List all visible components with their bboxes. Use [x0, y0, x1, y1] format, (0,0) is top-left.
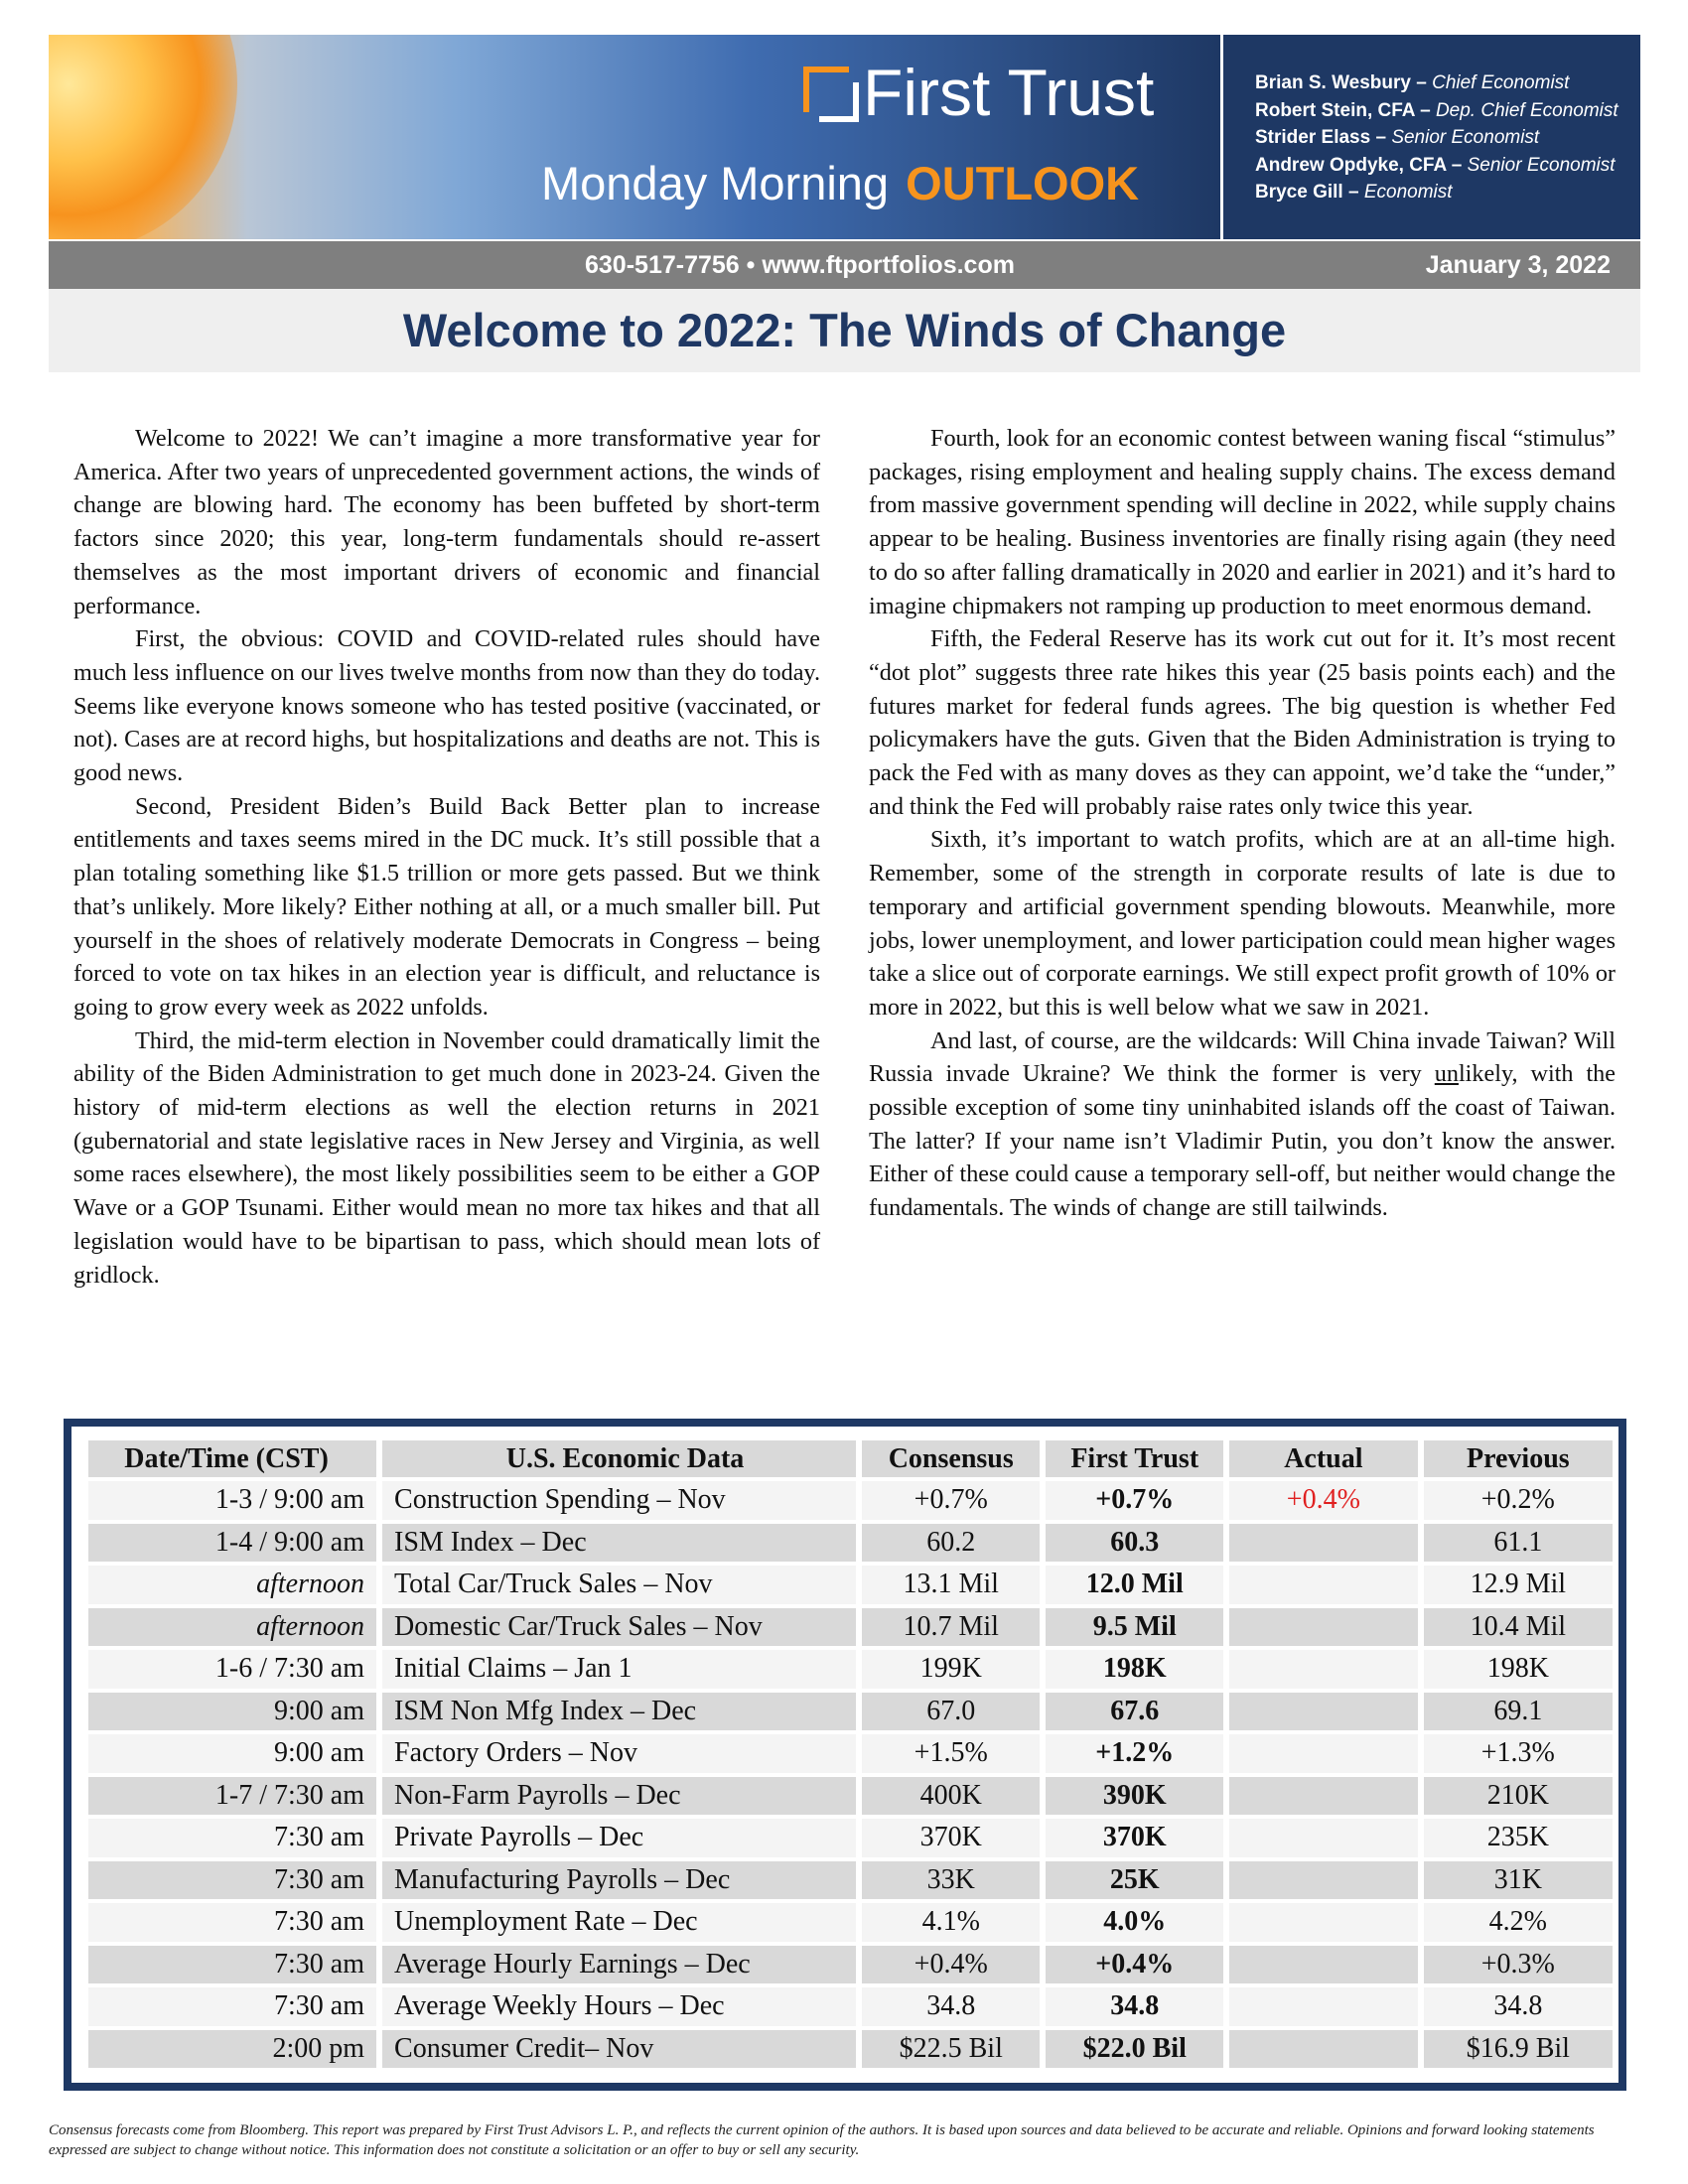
cell-first-trust: 12.0 Mil [1046, 1566, 1223, 1608]
cell-actual [1229, 1777, 1418, 1820]
staff-row [1255, 97, 1682, 125]
cell-date-time: afternoon [88, 1608, 376, 1651]
cell-first-trust: 198K [1046, 1650, 1223, 1693]
cell-previous: 198K [1424, 1650, 1613, 1693]
cell-consensus: 67.0 [862, 1693, 1040, 1735]
staff-role: Chief Economist [1432, 72, 1570, 93]
cell-date-time: 9:00 am [88, 1734, 376, 1777]
cell-consensus: 4.1% [862, 1903, 1040, 1946]
cell-date-time: 7:30 am [88, 1903, 376, 1946]
staff-name: Robert Stein, CFA – [1255, 99, 1431, 121]
staff-row [1255, 69, 1682, 97]
banner-divider [1220, 35, 1223, 239]
cell-actual [1229, 1946, 1418, 1988]
cell-indicator: Construction Spending – Nov [382, 1481, 856, 1524]
cell-actual [1229, 2030, 1418, 2073]
table-row [88, 2030, 1613, 2073]
cell-previous: $16.9 Bil [1424, 2030, 1613, 2073]
cell-indicator: Consumer Credit– Nov [382, 2030, 856, 2073]
cell-date-time: afternoon [88, 1566, 376, 1608]
table-row [88, 1987, 1613, 2030]
cell-previous: +1.3% [1424, 1734, 1613, 1777]
staff-name: Brian S. Wesbury – [1255, 72, 1427, 93]
publication-highlight: OUTLOOK [906, 157, 1140, 209]
cell-first-trust: +0.7% [1046, 1481, 1223, 1524]
article-paragraph: Second, President Biden’s Build Back Better plan to increase entitlements and taxes seems mired in the DC muck. It’s still possible that a plan totaling something like $1.5 trillion or more gets passed. But we think that’s unlikely. More likely? Either nothing at all, or a much smaller bill. Put yourself in the shoes of relatively moderate Democrats in Congress – being forced to vote on tax hikes in an election year is difficult, and reluctance is going to grow every week as 2022 unfolds. [73, 792, 820, 1021]
cell-indicator: Manufacturing Payrolls – Dec [382, 1861, 856, 1904]
publication-title [541, 154, 1139, 213]
text-run: And last, of course, are the wildcards: Will China invade Taiwan? Will Russia invade Ukraine? We think the former is very [869, 1026, 1616, 1088]
table-row [88, 1946, 1613, 1988]
headline: Welcome to 2022: The Winds of Change [402, 304, 1287, 356]
cell-actual: +0.4% [1229, 1481, 1418, 1524]
article-column-right [869, 422, 1616, 1225]
masthead-banner [49, 35, 1640, 239]
article-paragraph: Fifth, the Federal Reserve has its work cut out for it. It’s most recent “dot plot” suggests three rate hikes this year (25 basis points each) and the futures market for federal funds agrees. The big question is whether Fed policymakers have the guts. Given that the Biden Administration is trying to pack the Fed with as many doves as they can appoint, we’d take the “under,” and think the Fed will probably raise rates only twice this year. [869, 625, 1616, 820]
staff-role: Senior Economist [1467, 154, 1616, 176]
staff-row [1255, 124, 1682, 152]
cell-first-trust: +0.4% [1046, 1946, 1223, 1988]
cell-actual [1229, 1566, 1418, 1608]
issue-date: January 3, 2022 [1425, 251, 1611, 279]
cell-actual [1229, 1903, 1418, 1946]
table-row [88, 1819, 1613, 1861]
cell-previous: +0.3% [1424, 1946, 1613, 1988]
staff-row [1255, 179, 1682, 206]
cell-previous: +0.2% [1424, 1481, 1613, 1524]
cell-consensus: $22.5 Bil [862, 2030, 1040, 2073]
cell-previous: 31K [1424, 1861, 1613, 1904]
cell-date-time: 1-6 / 7:30 am [88, 1650, 376, 1693]
cell-indicator: Average Weekly Hours – Dec [382, 1987, 856, 2030]
cell-date-time: 1-3 / 9:00 am [88, 1481, 376, 1524]
table-row [88, 1903, 1613, 1946]
cell-actual [1229, 1734, 1418, 1777]
economic-data-table-frame [64, 1419, 1626, 2091]
cell-previous: 10.4 Mil [1424, 1608, 1613, 1651]
cell-date-time: 7:30 am [88, 1819, 376, 1861]
cell-date-time: 1-7 / 7:30 am [88, 1777, 376, 1820]
table-row [88, 1608, 1613, 1651]
cell-previous: 210K [1424, 1777, 1613, 1820]
table-row [88, 1566, 1613, 1608]
cell-date-time: 2:00 pm [88, 2030, 376, 2073]
brand-logo [803, 56, 1220, 129]
table-header-row [88, 1440, 1613, 1481]
cell-previous: 34.8 [1424, 1987, 1613, 2030]
cell-first-trust: 25K [1046, 1861, 1223, 1904]
cell-indicator: Factory Orders – Nov [382, 1734, 856, 1777]
cell-indicator: ISM Non Mfg Index – Dec [382, 1693, 856, 1735]
cell-first-trust: 370K [1046, 1819, 1223, 1861]
underlined-text: un [1434, 1060, 1459, 1088]
header-first-trust: First Trust [1046, 1440, 1223, 1481]
disclaimer: Consensus forecasts come from Bloomberg. This report was prepared by First Trust Advisors L. P., and reflects the current opinion of the authors. It is based upon sources and data believed to be accurate and reliable. Opinions and forward looking statements expressed are subject to change without notice. This information does not constitute a solicitation or an offer to buy or sell any security. [49, 2122, 1595, 2158]
cell-actual [1229, 1987, 1418, 2030]
cell-indicator: Private Payrolls – Dec [382, 1819, 856, 1861]
cell-consensus: +0.7% [862, 1481, 1040, 1524]
staff-role: Senior Economist [1391, 127, 1540, 148]
cell-consensus: 370K [862, 1819, 1040, 1861]
staff-row [1255, 152, 1682, 180]
cell-indicator: Initial Claims – Jan 1 [382, 1650, 856, 1693]
header-date-time: Date/Time (CST) [88, 1440, 376, 1481]
cell-consensus: 33K [862, 1861, 1040, 1904]
brand-name: First Trust [863, 56, 1155, 129]
cell-consensus: 199K [862, 1650, 1040, 1693]
article-paragraph: Fourth, look for an economic contest between waning fiscal “stimulus” packages, rising employment and healing supply chains. The excess demand from massive government spending will decline in 2022, while supply chains appear to be healing. Business inventories are finally rising again (they need to do so after falling dramatically in 2020 and earlier in 2021) and it’s hard to imagine chipmakers not ramping up production to meet enormous demand. [869, 425, 1616, 619]
cell-consensus: 60.2 [862, 1524, 1040, 1567]
cell-first-trust: 9.5 Mil [1046, 1608, 1223, 1651]
table-body [88, 1481, 1613, 2072]
cell-indicator: Average Hourly Earnings – Dec [382, 1946, 856, 1988]
cell-date-time: 7:30 am [88, 1861, 376, 1904]
cell-actual [1229, 1693, 1418, 1735]
cell-date-time: 7:30 am [88, 1987, 376, 2030]
cell-previous: 235K [1424, 1819, 1613, 1861]
cell-previous: 69.1 [1424, 1693, 1613, 1735]
table-row [88, 1777, 1613, 1820]
cell-previous: 61.1 [1424, 1524, 1613, 1567]
headline-bar [49, 289, 1640, 372]
cell-first-trust: +1.2% [1046, 1734, 1223, 1777]
cell-first-trust: 60.3 [1046, 1524, 1223, 1567]
table-row [88, 1524, 1613, 1567]
contact-info: 630-517-7756 • www.ftportfolios.com [585, 251, 1015, 279]
header-previous: Previous [1424, 1440, 1613, 1481]
cell-actual [1229, 1650, 1418, 1693]
table-row [88, 1650, 1613, 1693]
cell-actual [1229, 1524, 1418, 1567]
staff-name: Andrew Opdyke, CFA – [1255, 154, 1463, 176]
header-indicator: U.S. Economic Data [382, 1440, 856, 1481]
staff-role: Dep. Chief Economist [1435, 99, 1618, 121]
cell-previous: 4.2% [1424, 1903, 1613, 1946]
article-paragraph: Third, the mid-term election in November could dramatically limit the ability of the Biden Administration to get much done in 2023-24. Given the history of mid-term elections as well the election returns in 2021 (gubernatorial and state legislative races in New Jersey and Virginia, as well some races elsewhere), the most likely possibilities seem to be either a GOP Wave or a GOP Tsunami. Either would mean no more tax hikes and that all legislation would have to be bipartisan to pass, which should mean lots of gridlock. [73, 1026, 820, 1289]
first-trust-logo-icon [803, 67, 849, 112]
cell-first-trust: 4.0% [1046, 1903, 1223, 1946]
article-paragraph: Sixth, it’s important to watch profits, which are at an all-time high. Remember, some of the strength in corporate results of late is due to temporary and artificial government spending blowouts. Meanwhile, more jobs, lower unemployment, and lower participation could mean higher wages take a slice out of corporate earnings. We still expect profit growth of 10% or more in 2022, but this is well below what we saw in 2021. [869, 826, 1616, 1021]
header-consensus: Consensus [862, 1440, 1040, 1481]
staff-role: Economist [1363, 182, 1453, 203]
publication-prefix: Monday Morning [541, 157, 890, 209]
cell-indicator: Unemployment Rate – Dec [382, 1903, 856, 1946]
article-paragraph-last [869, 1024, 1616, 1225]
banner-artwork [49, 35, 1220, 239]
cell-indicator: Total Car/Truck Sales – Nov [382, 1566, 856, 1608]
cell-consensus: +0.4% [862, 1946, 1040, 1988]
cell-actual [1229, 1861, 1418, 1904]
cell-actual [1229, 1819, 1418, 1861]
cell-date-time: 7:30 am [88, 1946, 376, 1988]
cell-indicator: Non-Farm Payrolls – Dec [382, 1777, 856, 1820]
article-column-left [73, 422, 820, 1292]
article-paragraph: Welcome to 2022! We can’t imagine a more transformative year for America. After two years of unprecedented government actions, the winds of change are blowing hard. The economy has been buffeted by short-term factors since 2020; this year, long-term fundamentals should re-assert themselves as the most important drivers of economic and financial performance. [73, 425, 820, 619]
staff-name: Strider Elass – [1255, 127, 1387, 148]
header-actual: Actual [1229, 1440, 1418, 1481]
cell-first-trust: 390K [1046, 1777, 1223, 1820]
cell-first-trust: 67.6 [1046, 1693, 1223, 1735]
staff-name: Bryce Gill – [1255, 182, 1359, 203]
table-row [88, 1481, 1613, 1524]
table-row [88, 1734, 1613, 1777]
cell-consensus: 400K [862, 1777, 1040, 1820]
staff-list [1255, 69, 1682, 206]
table-row [88, 1693, 1613, 1735]
text-run: likely, with the possible exception of some tiny uninhabited islands off the coast of Taiwan. The latter? If your name isn’t Vladimir Putin, you don’t know the answer. Either of these could cause a temporary sell-off, but neither would change the fundamentals. The winds of change are still tailwinds. [869, 1060, 1617, 1222]
cell-consensus: 10.7 Mil [862, 1608, 1040, 1651]
cell-consensus: 13.1 Mil [862, 1566, 1040, 1608]
cell-indicator: Domestic Car/Truck Sales – Nov [382, 1608, 856, 1651]
cell-date-time: 9:00 am [88, 1693, 376, 1735]
cell-first-trust: 34.8 [1046, 1987, 1223, 2030]
contact-bar [49, 241, 1640, 289]
cell-consensus: +1.5% [862, 1734, 1040, 1777]
cell-date-time: 1-4 / 9:00 am [88, 1524, 376, 1567]
cell-consensus: 34.8 [862, 1987, 1040, 2030]
sun-graphic [49, 35, 237, 239]
cell-actual [1229, 1608, 1418, 1651]
article-paragraph: First, the obvious: COVID and COVID-related rules should have much less influence on our lives twelve months from now than they do today. Seems like everyone knows someone who has tested positive (vaccinated, or not). Cases are at record highs, but hospitalizations and deaths are not. This is good news. [73, 625, 820, 787]
economic-data-table [82, 1440, 1618, 2072]
cell-previous: 12.9 Mil [1424, 1566, 1613, 1608]
table-row [88, 1861, 1613, 1904]
cell-indicator: ISM Index – Dec [382, 1524, 856, 1567]
cell-first-trust: $22.0 Bil [1046, 2030, 1223, 2073]
